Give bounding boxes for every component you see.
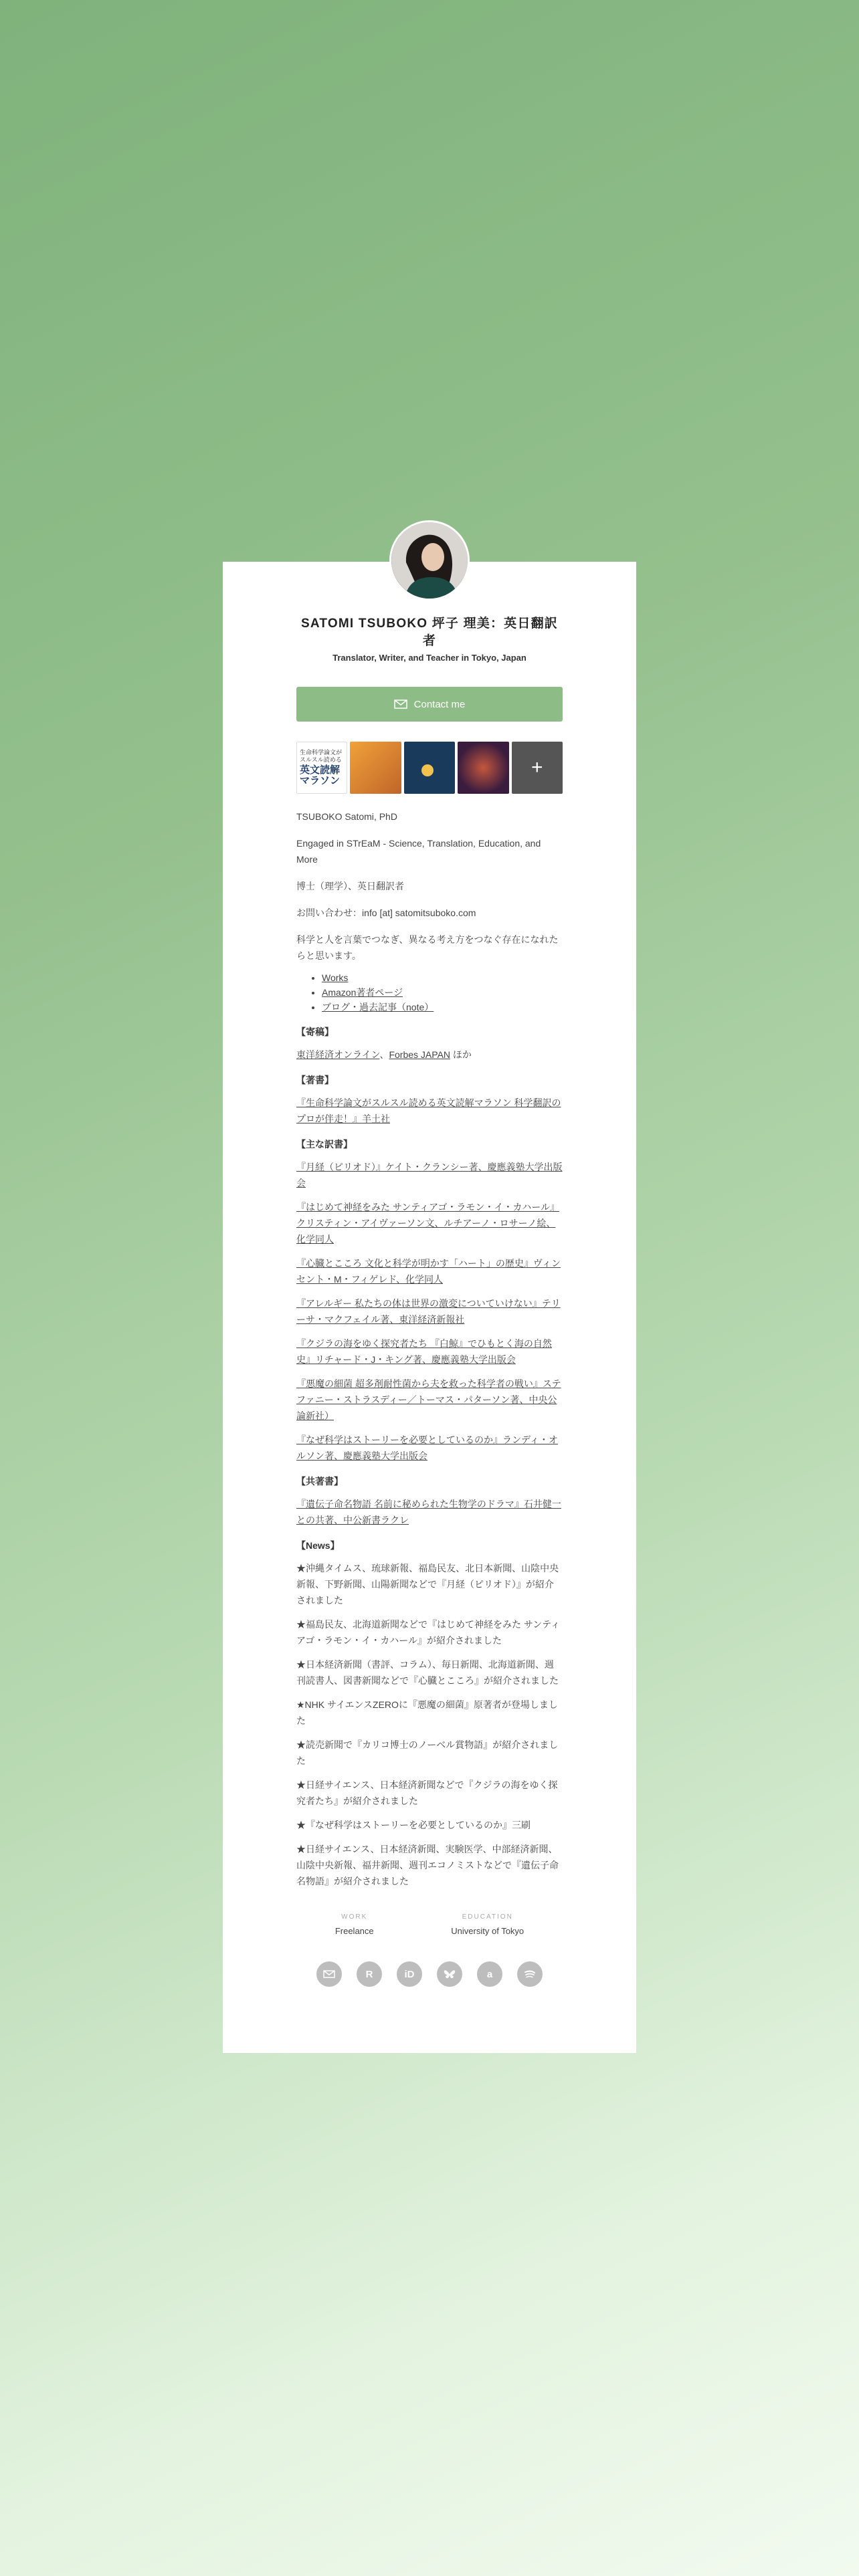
book-thumbnail-1[interactable] [296, 742, 347, 794]
bio-engaged: Engaged in STrEaM - Science, Translation, Education, and More [296, 838, 541, 865]
contrib-line [296, 1047, 563, 1063]
education-label: EDUCATION [462, 1913, 513, 1921]
author-book-link[interactable]: 『生命科学論文がスルスル読める英文読解マラソン 科学翻訳のプロが伴走！』羊土社 [296, 1097, 561, 1124]
bio-name-line: TSUBOKO Satomi, PhD [296, 811, 397, 822]
contact-me-label: Contact me [413, 698, 466, 710]
plus-icon: + [531, 756, 543, 778]
profile-tagline: Translator, Writer, and Teacher in Tokyo, Japan [332, 653, 527, 663]
list-item [322, 985, 563, 1000]
amazon-icon[interactable] [477, 1961, 502, 1987]
book-gallery [296, 742, 563, 794]
news-item: ★日本経済新聞（書評、コラム）、毎日新聞、北海道新聞、週刊読書人、図書新聞などで『心臓とこころ』が紹介されました [296, 1659, 559, 1686]
translation-entry [296, 1159, 563, 1191]
profile-name: SATOMI TSUBOKO 坪子 理美：英日翻訳者 [301, 617, 558, 648]
translation-link[interactable]: 『心臓とこころ 文化と科学が明かす「ハート」の歴史』ヴィンセント・M・フィゲレド、化学同人 [296, 1258, 561, 1285]
orcid-glyph: iD [404, 1968, 415, 1980]
translation-entry [296, 1376, 563, 1424]
footer-info [296, 1913, 563, 1936]
book-thumbnail-4[interactable] [458, 742, 508, 794]
news-item: ★NHK サイエンスZEROに『悪魔の細菌』原著者が登場しました [296, 1699, 558, 1726]
news-item: ★読売新聞で『カリコ博士のノーベル賞物語』が紹介されました [296, 1739, 559, 1766]
works-link[interactable]: Works [322, 972, 349, 983]
news-item: ★『なぜ科学はストーリーを必要としているのか』三刷 [296, 1820, 531, 1830]
translations-heading: 【主な訳書】 [296, 1139, 353, 1150]
translation-link[interactable]: 『はじめて神経をみた サンティアゴ・ラモン・イ・カハール』クリスティン・アイヴァーソン文、ルチアーノ・ロサーノ絵、化学同人 [296, 1202, 560, 1245]
avatar [389, 520, 470, 601]
orcid-icon[interactable] [397, 1961, 422, 1987]
author-book [296, 1095, 563, 1127]
profile-card [223, 562, 636, 2053]
coauthor-heading: 【共著書】 [296, 1476, 343, 1487]
book-1-cover-top: 生命科学論文が スルスル読める [300, 749, 343, 763]
translation-entry [296, 1255, 563, 1287]
education-value: University of Tokyo [451, 1926, 524, 1936]
bio-links [296, 970, 563, 1014]
contrib-separator: 、 [379, 1049, 389, 1060]
toyo-keizai-link[interactable]: 東洋経済オンライン [296, 1049, 380, 1060]
amazon-glyph: a [486, 1968, 493, 1980]
book-1-cover-title: 英文読解 マラソン [300, 764, 341, 786]
translation-link[interactable]: 『アレルギー 私たちの体は世界の激変についていけない』テリーサ・マクフェイル著、東洋経済新報社 [296, 1298, 561, 1325]
email-icon[interactable] [316, 1961, 342, 1987]
contrib-rest: ほか [450, 1049, 472, 1060]
news-item: ★沖縄タイムス、琉球新報、福島民友、北日本新聞、山陰中央新報、下野新聞、山陽新聞などで『月経（ピリオド）』が紹介されました [296, 1563, 559, 1606]
translation-link[interactable]: 『なぜ科学はストーリーを必要としているのか』ランディ・オルソン著、慶應義塾大学出版会 [296, 1434, 558, 1461]
bio-inquiry: お問い合わせ：info [at] satomitsuboko.com [296, 907, 476, 918]
researchgate-icon[interactable] [357, 1961, 382, 1987]
news-item: ★日経サイエンス、日本経済新聞、実験医学、中部経済新聞、山陰中央新報、福井新聞、週刊エコノミストなどで『遺伝子命名物語』が紹介されました [296, 1844, 559, 1887]
translation-entry [296, 1199, 563, 1247]
amazon-author-link[interactable]: Amazon著者ページ [322, 987, 403, 998]
researchgate-glyph: R [365, 1968, 373, 1980]
contact-me-button[interactable] [296, 687, 563, 722]
sun-illustration [421, 764, 434, 776]
book-thumbnail-2[interactable] [350, 742, 401, 794]
translation-entry [296, 1295, 563, 1327]
bio-degree: 博士（理学）、英日翻訳者 [296, 881, 404, 891]
translation-entry [296, 1432, 563, 1464]
list-item [322, 970, 563, 985]
news-heading: 【News】 [296, 1540, 340, 1551]
more-books-button[interactable] [512, 742, 563, 794]
news-item: ★日経サイエンス、日本経済新聞などで『クジラの海をゆく探究者たち』が紹介されました [296, 1780, 558, 1806]
book-thumbnail-3[interactable] [404, 742, 455, 794]
translation-link[interactable]: 『悪魔の細菌 超多剤耐性菌から夫を救った科学者の戦い』ステファニー・ストラスディー／トーマス・パターソン著、中央公論新社） [296, 1378, 561, 1421]
list-item [322, 1000, 563, 1014]
forbes-link[interactable]: Forbes JAPAN [389, 1049, 451, 1060]
work-label: WORK [341, 1913, 368, 1921]
spotify-icon[interactable] [517, 1961, 543, 1987]
bio-mission: 科学と人を言葉でつなぎ、異なる考え方をつなぐ存在になれたらと思います。 [296, 934, 559, 961]
coauthor-book [296, 1496, 563, 1528]
work-value: Freelance [335, 1926, 374, 1936]
news-item: ★福島民友、北海道新聞などで『はじめて神経をみた サンティアゴ・ラモン・イ・カハール』が紹介されました [296, 1619, 561, 1646]
bluesky-icon[interactable] [437, 1961, 462, 1987]
translation-entry [296, 1335, 563, 1368]
author-heading: 【著書】 [296, 1075, 334, 1085]
translation-link[interactable]: 『月経（ピリオド）』ケイト・クランシー著、慶應義塾大学出版会 [296, 1162, 563, 1188]
social-links [296, 1961, 563, 1987]
envelope-icon [394, 700, 407, 709]
blog-link[interactable]: ブログ・過去記事（note） [322, 1002, 434, 1012]
contrib-heading: 【寄稿】 [296, 1027, 334, 1037]
work-block [335, 1913, 374, 1936]
translation-link[interactable]: 『クジラの海をゆく探究者たち 『白鯨』でひもとく海の自然史』リチャード・J・キング著、慶應義塾大学出版会 [296, 1338, 552, 1365]
education-block [451, 1913, 524, 1936]
coauthor-book-link[interactable]: 『遺伝子命名物語 名前に秘められた生物学のドラマ』石井健一との共著、中公新書ラクレ [296, 1499, 561, 1525]
